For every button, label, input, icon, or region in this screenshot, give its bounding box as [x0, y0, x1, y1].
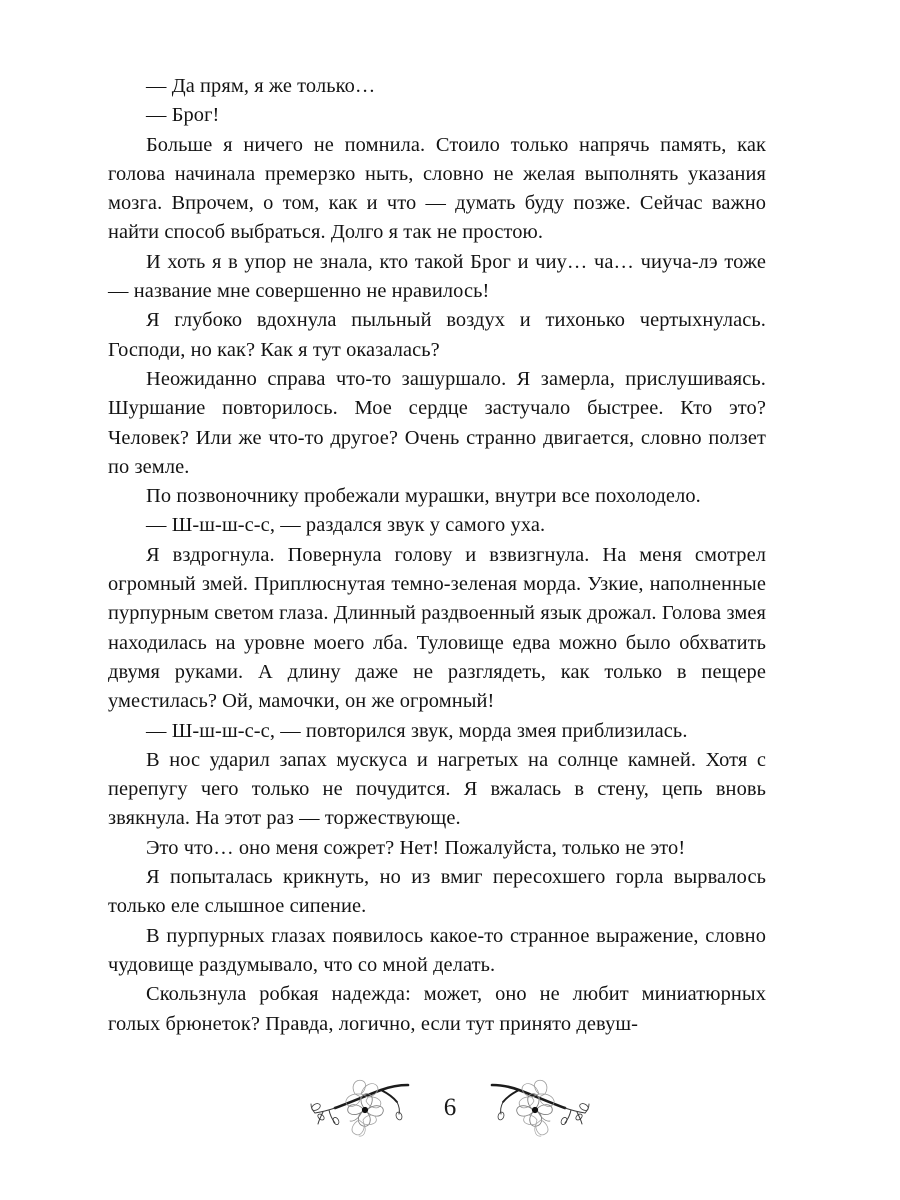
flower-branch-ornament — [309, 1076, 413, 1138]
paragraph: — Ш-ш-ш-с-с, — повторился звук, морда змея приблизилась. — [146, 719, 688, 742]
page-text-block — [108, 72, 766, 1039]
paragraph: В пурпурных глазах появилось какое-то странное выражение, словно чудовище раздумывало, что со мной делать. — [108, 924, 766, 976]
paragraph: Я вздрогнула. Повернула голову и взвизгнула. На меня смотрел огромный змей. Приплюснутая темно-зеленая морда. Узкие, наполненные пурпурным светом глаза. Длинный раздвоенный язык дрожал. Голова змея находилась на уровне моего лба. Туловище едва можно было обхватить двумя руками. А длину даже не разглядеть, как только в пещере уместилась? Ой, мамочки, он же огромный! — [108, 543, 766, 713]
paragraph: Неожиданно справа что-то зашуршало. Я замерла, прислушиваясь. Шуршание повторилось. Мое сердце застучало быстрее. Кто это? Человек? Или же что-то другое? Очень странно двигается, словно ползет по земле. — [108, 367, 766, 478]
paragraph: — Ш-ш-ш-с-с, — раздался звук у самого уха. — [146, 514, 546, 537]
paragraph: И хоть я в упор не знала, кто такой Брог и чиу… ча… чиуча-лэ тоже — название мне совершенно не нравилось! — [108, 250, 766, 303]
paragraph: Я попыталась крикнуть, но из вмиг пересохшего горла вырвалось только еле слышное сипение. — [108, 866, 766, 918]
paragraph: По позвоночнику пробежали мурашки, внутри все похолодело. — [146, 485, 701, 508]
page-footer — [0, 1075, 900, 1139]
paragraph: — Да прям, я же только… — [146, 75, 376, 97]
paragraph: Больше я ничего не помнила. Стоило только напрячь память, как голова начинала премерзко ныть, словно не желая выполнять указания мозга. Впрочем, о том, как и что — думать буду позже. Сейчас важно найти способ выбраться. Долго я так не простою. — [108, 133, 766, 244]
paragraph: Скользнула робкая надежда: может, оно не любит миниатюрных голых брюнеток? Правда, логично, если тут принято девуш- — [108, 983, 766, 1035]
paragraph: — Брог! — [146, 104, 220, 127]
flower-branch-ornament-mirrored — [487, 1076, 591, 1138]
paragraph: Это что… оно меня сожрет? Нет! Пожалуйста, только не это! — [146, 836, 686, 859]
paragraph: Я глубоко вдохнула пыльный воздух и тихонько чертыхнулась. Господи, но как? Как я тут оказалась? — [108, 309, 766, 361]
page-number: 6 — [443, 1093, 457, 1121]
paragraph: В нос ударил запах мускуса и нагретых на солнце камней. Хотя с перепугу чего только не почудится. Я вжалась в стену, цепь вновь звякнула. На этот раз — торжествующе. — [108, 748, 766, 830]
